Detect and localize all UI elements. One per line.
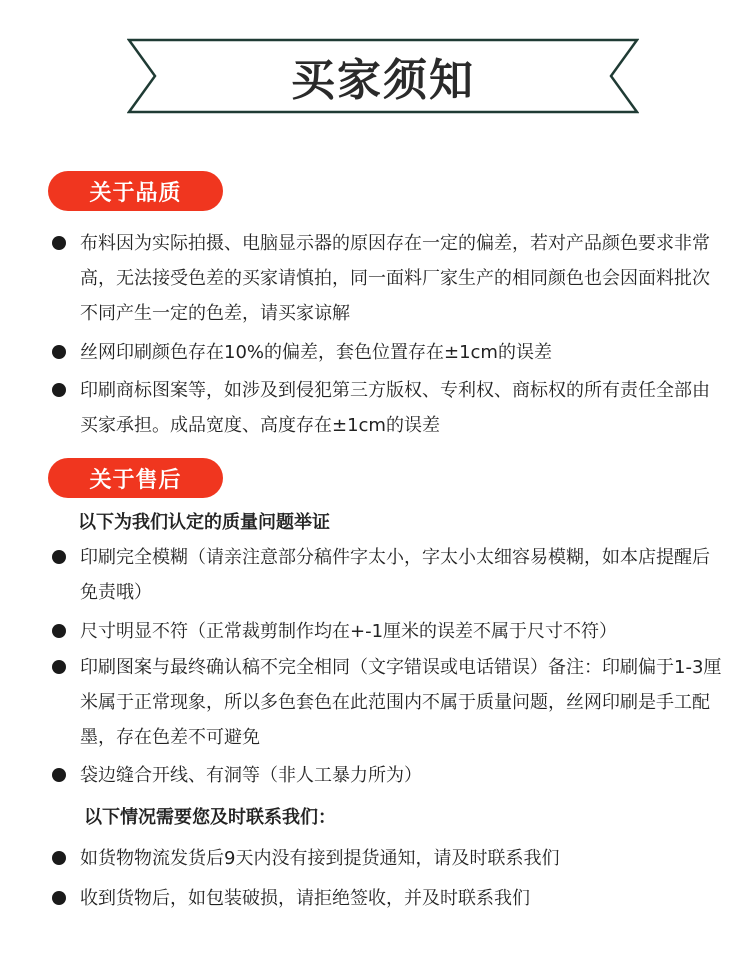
bullet-icon — [52, 891, 66, 905]
title-banner — [127, 38, 639, 114]
bullet-icon — [52, 383, 66, 397]
bullet-icon — [52, 550, 66, 564]
list-item: 印刷完全模糊（请亲注意部分稿件字太小，字太小太细容易模糊，如本店提醒后免责哦） — [52, 540, 727, 610]
list-item: 袋边缝合开线、有洞等（非人工暴力所为） — [52, 758, 727, 793]
bullet-icon — [52, 624, 66, 638]
subheading-quality-issues: 以下为我们认定的质量问题举证 — [78, 512, 330, 533]
list-item: 收到货物后，如包装破损，请拒绝签收，并及时联系我们 — [52, 881, 727, 916]
bullet-icon — [52, 851, 66, 865]
bullet-icon — [52, 660, 66, 674]
list-item: 丝网印刷颜色存在10%的偏差，套色位置存在±1cm的误差 — [52, 335, 727, 370]
list-item: 印刷商标图案等，如涉及到侵犯第三方版权、专利权、商标权的所有责任全部由买家承担。成品宽度、高度存在±1cm的误差 — [52, 373, 727, 443]
subheading-contact: 以下情况需要您及时联系我们： — [84, 807, 336, 828]
section-heading-aftersales: 关于售后 — [48, 458, 223, 498]
list-item: 尺寸明显不符（正常裁剪制作均在+-1厘米的误差不属于尺寸不符） — [52, 614, 727, 649]
bullet-icon — [52, 236, 66, 250]
list-item: 印刷图案与最终确认稿不完全相同（文字错误或电话错误）备注：印刷偏于1-3厘米属于正常现象，所以多色套色在此范围内不属于质量问题，丝网印刷是手工配墨，存在色差不可避免 — [52, 650, 727, 755]
list-item: 布料因为实际拍摄、电脑显示器的原因存在一定的偏差，若对产品颜色要求非常高，无法接受色差的买家请慎拍，同一面料厂家生产的相同颜色也会因面料批次不同产生一定的色差，请买家谅解 — [52, 226, 727, 331]
page-title: 买家须知 — [291, 55, 475, 106]
list-item: 如货物物流发货后9天内没有接到提货通知，请及时联系我们 — [52, 841, 727, 876]
bullet-icon — [52, 345, 66, 359]
bullet-icon — [52, 768, 66, 782]
section-heading-quality: 关于品质 — [48, 171, 223, 211]
